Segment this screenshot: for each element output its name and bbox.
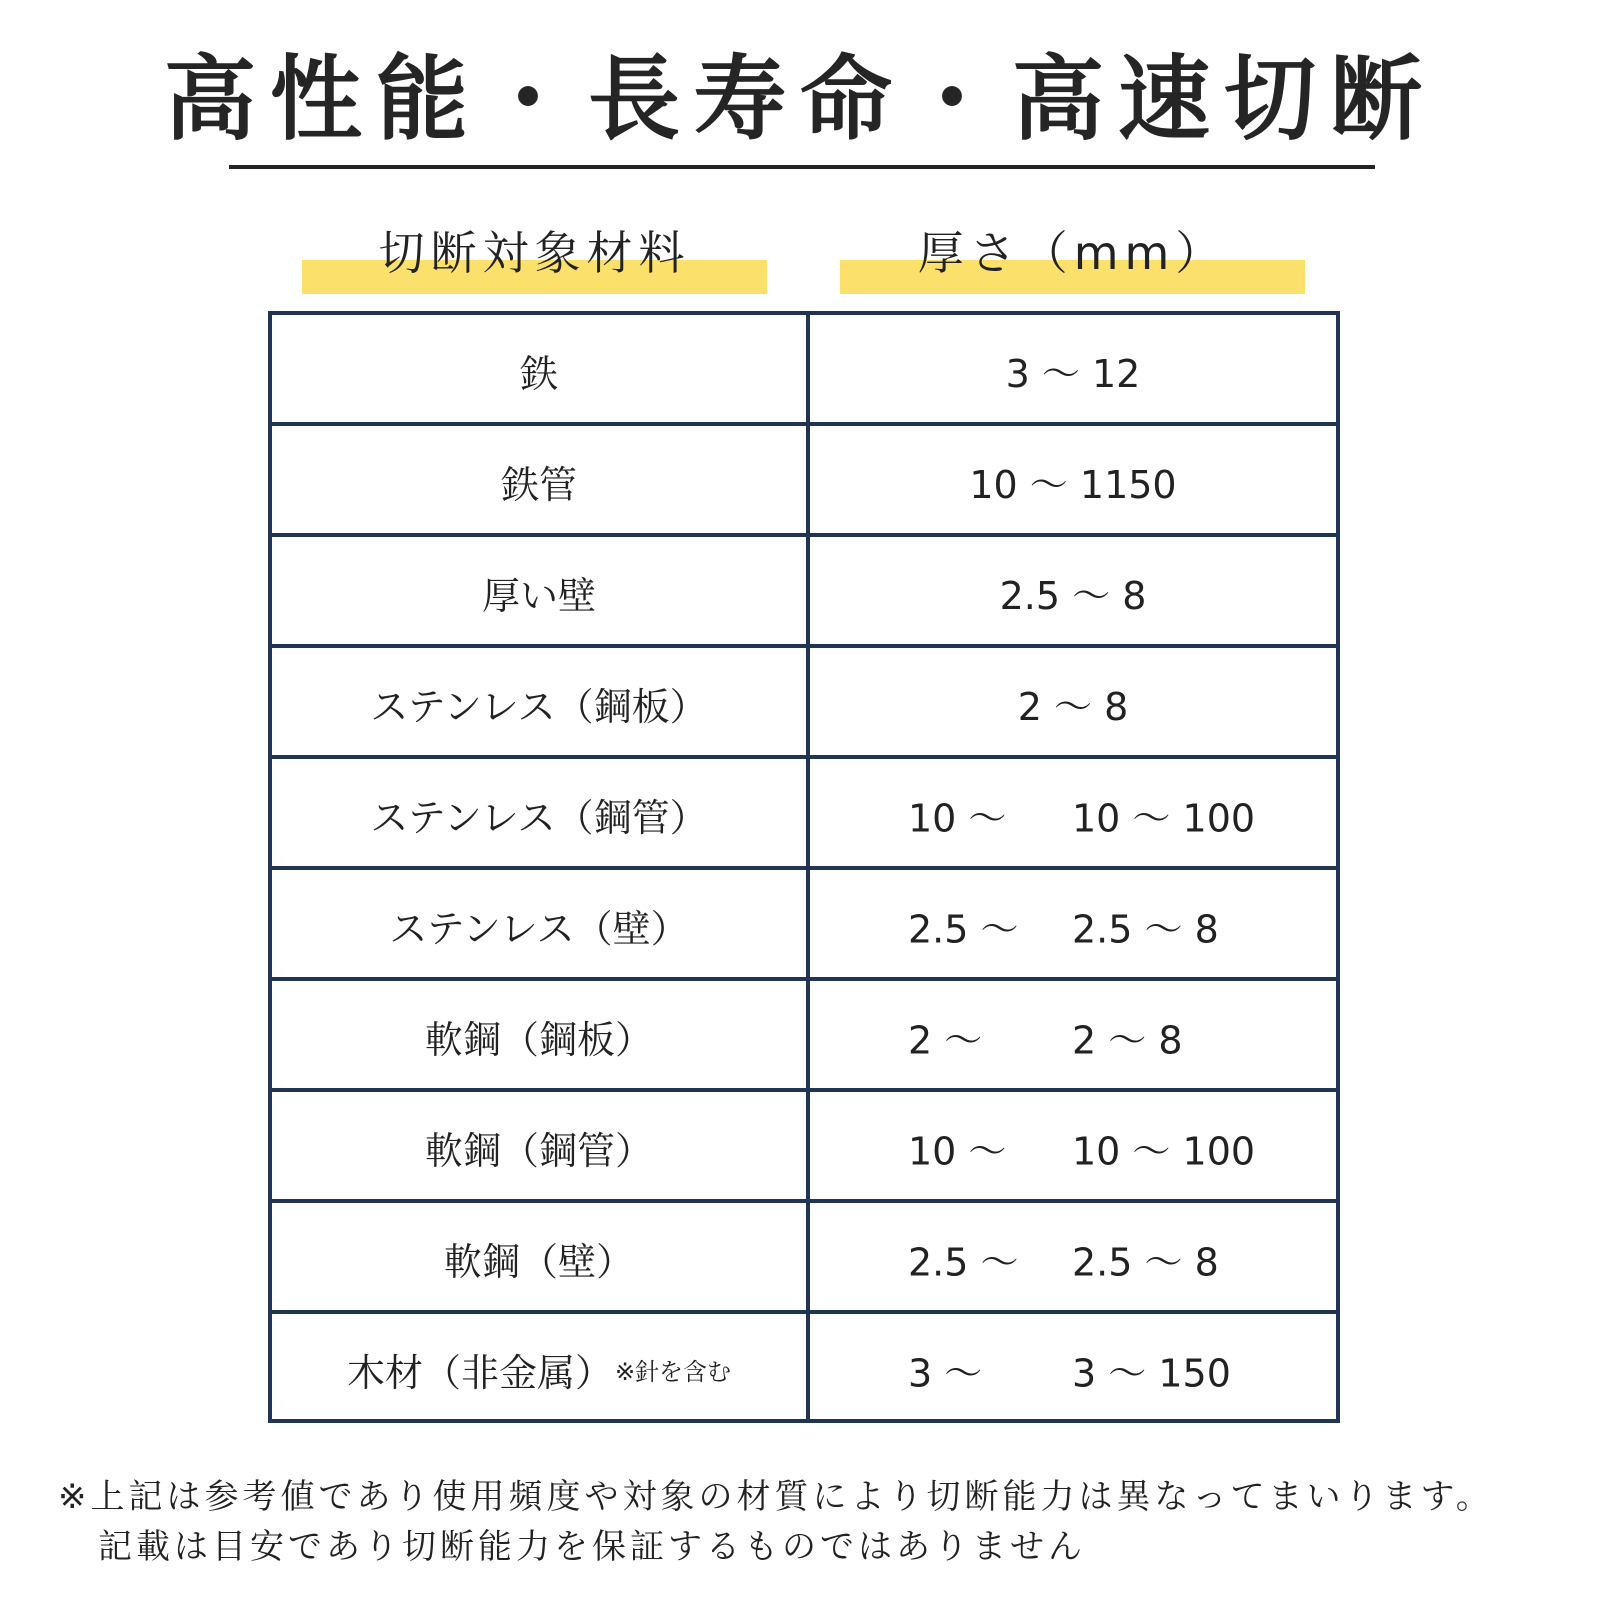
table-row (272, 759, 1336, 870)
thickness-cell (810, 1092, 1336, 1203)
material-cell: 軟鋼（鋼管） (424, 1129, 653, 1173)
footnote-line-1: ※上記は参考値であり使用頻度や対象の材質により切断能力は異なってまいります。 (58, 1477, 1494, 1517)
title-underline (229, 165, 1375, 169)
thickness-cell (810, 981, 1336, 1092)
thickness-cell (810, 870, 1336, 981)
material-cell: 厚い壁 (481, 574, 596, 618)
thickness-cell: 2 〜 8 (1017, 685, 1129, 729)
table-row (272, 315, 1336, 426)
thickness-cell: 10 〜 1150 (969, 463, 1177, 507)
material-header-label: 切断対象材料 (378, 226, 691, 280)
thickness-value-a: 2 〜 (908, 1018, 983, 1062)
thickness-cell (810, 1203, 1336, 1314)
material-cell: 軟鋼（鋼板） (424, 1018, 653, 1062)
thickness-cell (810, 759, 1336, 870)
footnote-line-2: 記載は目安であり切断能力を保証するものではありません (98, 1527, 1086, 1567)
material-cell (272, 1314, 806, 1425)
table-row (272, 1314, 1336, 1425)
thickness-header-label: 厚さ（mm） (917, 226, 1228, 280)
thickness-cell: 3 〜 12 (1005, 352, 1141, 396)
material-cell: ステンレス（壁） (389, 907, 689, 951)
material-cell: 軟鋼（壁） (443, 1240, 634, 1284)
thickness-value-b: 2.5 〜 8 (1072, 1240, 1219, 1284)
thickness-value-b: 10 〜 100 (1072, 1129, 1256, 1173)
material-cell: 鉄管 (500, 463, 577, 507)
table-row (272, 648, 1336, 759)
material-cell: ステンレス（鋼管） (370, 796, 708, 840)
thickness-value-b: 3 〜 150 (1072, 1351, 1231, 1395)
thickness-cell: 2.5 〜 8 (999, 574, 1147, 618)
table-row (272, 1203, 1336, 1314)
thickness-value-b: 2 〜 8 (1072, 1018, 1183, 1062)
material-label: 木材（非金属） (346, 1351, 613, 1395)
cutting-spec-table (268, 311, 1340, 1423)
thickness-value-b: 10 〜 100 (1072, 796, 1256, 840)
table-row (272, 537, 1336, 648)
thickness-value-a: 10 〜 (908, 796, 1007, 840)
thickness-value-a: 10 〜 (908, 1129, 1007, 1173)
material-cell: 鉄 (519, 352, 558, 396)
material-cell: ステンレス（鋼板） (370, 685, 708, 729)
thickness-value-b: 2.5 〜 8 (1072, 907, 1219, 951)
table-row (272, 870, 1336, 981)
material-column-header (302, 218, 767, 298)
table-row (272, 981, 1336, 1092)
table-row (272, 426, 1336, 537)
page-title: 高性能・長寿命・高速切断 (163, 46, 1436, 153)
thickness-value-a: 2.5 〜 (908, 907, 1019, 951)
thickness-cell (810, 1314, 1336, 1425)
table-row (272, 1092, 1336, 1203)
thickness-value-a: 2.5 〜 (908, 1240, 1019, 1284)
disclaimer-footnote (58, 1472, 1558, 1572)
thickness-value-a: 3 〜 (908, 1351, 983, 1395)
material-note: ※針を含む (614, 1358, 732, 1386)
thickness-column-header (840, 218, 1305, 298)
